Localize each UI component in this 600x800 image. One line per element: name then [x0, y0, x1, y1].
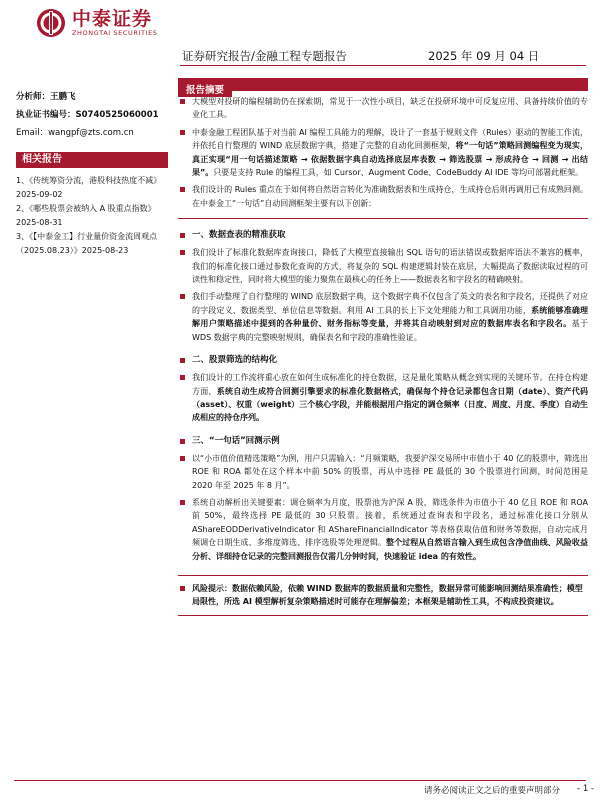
square-bullet-icon: [180, 130, 185, 135]
sidebar: [16, 88, 168, 258]
summary-heading: 报告摘要: [178, 84, 232, 97]
related-report-item[interactable]: 3、《【中泰金工】行业量价资金流周观点（2025.08.23）》2025-08-23: [16, 232, 158, 255]
summary-paragraph: 中泰金融工程团队基于对当前 AI 编程工具能力的理解，设计了一套基于规则文件（Rules）驱动的智能工作流，并依托自行整理的 WIND 底层数据字典，搭建了完整的自动化回测框架，将“一句话”策略回测编程变为现实，真正实现“用一句话描述策略 → 依据数据字典自动选择底层库表数 → 筛选股票 → 形成持仓 → 回测 → 出结果”。只要是支持 Rule 的编程工具，如 Cursor、Augment Code、CodeBuddy AI IDE 等均可部署此框架。: [178, 126, 588, 180]
subsection-heading-3: 三、“一句话”回测示例: [178, 435, 588, 448]
related-report-item[interactable]: 2、《哪些股票会被纳入 A 股重点指数》2025-08-31: [16, 204, 156, 227]
square-bullet-icon: [180, 187, 185, 192]
logo-name-cn: 中泰证券: [72, 7, 153, 30]
footer-disclaimer-note: 请务必阅读正文之后的重要声明部分: [423, 786, 560, 796]
summary-paragraph: 以“小市值价值精选策略”为例，用户只需输入：“月频策略，我要沪深交易所中市值小于 40 亿的股票中，筛选出 ROE 和 ROA 都处在这个样本中前 50% 的股票，再从中选择 PE 最低的 30 个股票进行回测，时间范围是 2020 年至 2025 年 8 月”。: [178, 452, 588, 492]
summary-paragraph: 我们设计的工作流将重心放在如何生成标准化的持仓数据，这是量化策略从概念到实现的关键环节。在持仓构建方面，系统自动生成符合回测引擎要求的标准化数据格式，确保每个持仓记录都包含日期（date）、资产代码（asset）、权重（weight）三个核心字段，并能根据用户指定的调仓频率（日度、周度、月度、季度）自动生成相应的持仓序列。: [178, 371, 588, 425]
emphasis-text: 系统能够准确理解用户策略描述中提到的各种量价、财务指标等变量，并将其自动映射到对应的数据库表名和字段名。: [192, 305, 588, 329]
report-summary: [178, 78, 588, 616]
square-bullet-icon: [180, 439, 185, 444]
summary-heading-bar: [178, 78, 588, 96]
header-divider: [180, 65, 586, 66]
logo-emblem-icon: [36, 8, 66, 38]
report-date: 2025 年 09 月 04 日: [428, 49, 540, 63]
emphasis-text: 将“一句话”策略回测编程变为现实，真正实现“用一句话描述策略 → 依据数据字典自动选择底层库表数 → 筛选股票 → 形成持仓 → 回测 → 出结果”。: [192, 141, 589, 178]
section-divider: [178, 218, 588, 219]
analyst-row: [16, 88, 168, 106]
analyst-label: 分析师：: [16, 92, 51, 102]
related-reports-list: [16, 174, 168, 257]
footer-divider: [14, 780, 586, 781]
summary-paragraph: 系统自动解析出关键要素：调仓频率为月度，股票池为沪深 A 股，筛选条件为市值小于 40 亿且 ROE 和 ROA 前 50%，最终选择 PE 最低的 30 只股票。接着，系统通过查询表和字段名，通过标准化接口分别从 AShareEODDerivativeIndicator 和 AShareFinancialIndicator 等表格获取估值和财务等数据，自动完成月频调仓日期生成、多维度筛选、排序选股等处理逻辑。整个过程从自然语言输入到生成包含净值曲线、风险收益分析、详细持仓记录的完整回测报告仅需几分钟时间，快速验证 idea 的有效性。: [178, 496, 588, 563]
report-type: 证券研究报告/金融工程专题报告: [182, 49, 347, 63]
subsection-heading-2: 二、股票筛选的结构化: [178, 354, 588, 367]
related-reports-heading: 相关报告: [16, 152, 168, 168]
square-bullet-icon: [180, 233, 185, 238]
license-row: [16, 106, 168, 124]
analyst-name: 王鹏飞: [50, 92, 76, 102]
license-label: 执业证书编号：: [16, 110, 76, 120]
square-bullet-icon: [180, 375, 185, 380]
square-bullet-icon: [180, 500, 185, 505]
license-number: S0740525060001: [75, 110, 159, 120]
logo-name-en: ZHONGTAI SECURITIES: [72, 28, 158, 37]
summary-paragraph: 我们设计了标准化数据库查询接口，降低了大模型直接输出 SQL 语句的语法错误或数据库语法不兼容的概率，我们的标准化接口通过参数化查询的方式，将复杂的 SQL 构建逻辑封装在底层，大幅提高了数据读取过程的可读性和稳定性，同时将大模型的能力聚焦在最核心的任务上——数据表名和字段名的精确映射。: [178, 246, 588, 286]
email-row: [16, 124, 168, 142]
summary-paragraph: 我们设计的 Rules 重点在于如何将自然语言转化为准确数据表和生成持仓，生成持仓后则再调用已有成熟回测。在中泰金工“一句话”自动回测框架主要有以下创新：: [178, 183, 588, 210]
summary-paragraph: 我们手动整理了自行整理的 WIND 底层数据字典，这个数据字典不仅包含了英文的表名和字段名，还提供了对应的字段定义、数据类型、单位信息等数据。利用 AI 工具的长上下文处理能力和工具调用功能，系统能够准确理解用户策略描述中提到的各种量价、财务指标等变量，并将其自动映射到对应的数据库表名和字段名。基于 WDS 数据字典的完整映射规则，确保表名和字段的准确性验证。: [178, 290, 588, 344]
emphasis-text: 整个过程从自然语言输入到生成包含净值曲线、风险收益分析、详细持仓记录的完整回测报告仅需几分钟时间，快速验证 idea 的有效性。: [192, 538, 588, 561]
summary-paragraph: 大模型对投研的编程辅助仍在探索期，常见于一次性小项目，缺乏在投研环境中可反复应用、具备持续价值的专业化工具。: [178, 95, 588, 122]
square-bullet-icon: [180, 456, 185, 461]
company-logo: [36, 8, 158, 38]
related-report-item[interactable]: 1、《传统筹资分流，港股科技热度不减》2025-09-02: [16, 176, 162, 199]
square-bullet-icon: [180, 250, 185, 255]
risk-warning: 风险提示：数据依赖风险，依赖 WIND 数据库的数据质量和完整性，数据异常可能影响回测结果准确性；模型局限性，所选 AI 模型解析复杂策略描述时可能存在理解偏差；本框架是辅助性工具，不构成投资建议。: [178, 575, 588, 616]
page-header: [0, 0, 600, 62]
square-bullet-icon: [180, 294, 185, 299]
email-label: Email：: [16, 128, 49, 138]
email-link[interactable]: wangpf@zts.com.cn: [48, 128, 134, 138]
square-bullet-icon: [180, 586, 185, 591]
subsection-heading-1: 一、数据查表的精准获取: [178, 229, 588, 242]
page-number: - 1 -: [577, 784, 594, 794]
square-bullet-icon: [180, 358, 185, 363]
emphasis-text: 系统自动生成符合回测引擎要求的标准化数据格式，确保每个持仓记录都包含日期（date）、资产代码（asset）、权重（weight）三个核心字段，并能根据用户指定的调仓频率（日度、周度、月度、季度）自动生成相应的持仓序列。: [192, 386, 589, 423]
square-bullet-icon: [180, 99, 185, 104]
